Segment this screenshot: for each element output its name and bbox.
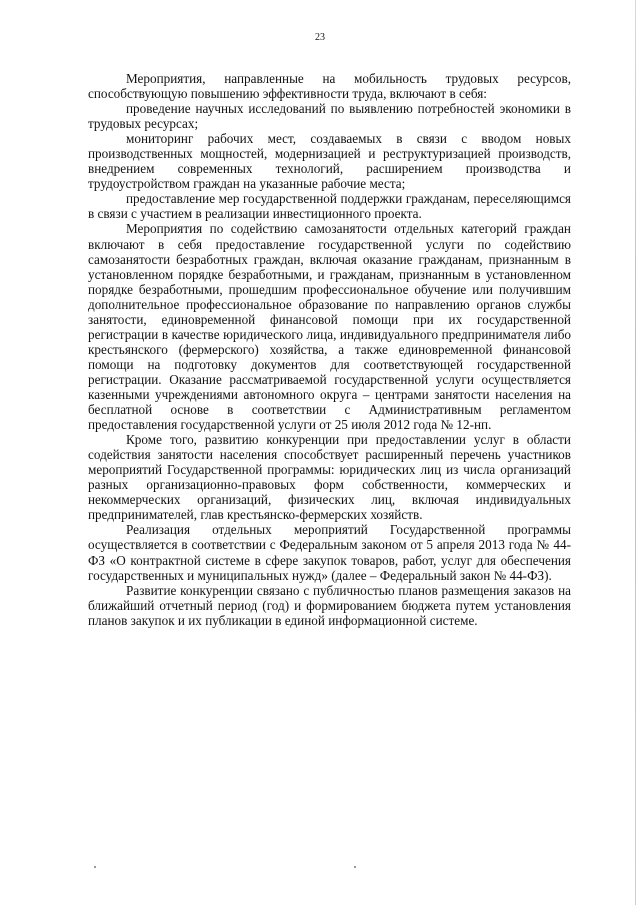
paragraph-labor-mobility-intro: Мероприятия, направленные на мобильность трудовых ресурсов, способствующую повышению эффективности труда, включают в себя:	[88, 71, 571, 102]
scan-edge-line	[635, 0, 636, 905]
paragraph-relocation-support: предоставление мер государственной поддержки гражданам, переселяющимся в связи с участием в реализации инвестиционного проекта.	[88, 191, 571, 222]
paragraph-job-monitoring: мониторинг рабочих мест, создаваемых в связи с вводом новых производственных мощностей, модернизацией и реструктуризацией производств, внедрением современных технологий, расширением производства и трудоустройством граждан на указанные рабочие места;	[88, 131, 571, 192]
paragraph-federal-law-44: Реализация отдельных мероприятий Государственной программы осуществляется в соответствии с Федеральным законом от 5 апреля 2013 года № 44-ФЗ «О контрактной системе в сфере закупок товаров, работ, услуг для обеспечения государственных и муниципальных нужд» (далее – Федеральный закон № 44-ФЗ).	[88, 522, 571, 583]
document-body	[88, 71, 571, 628]
scan-speck	[94, 866, 96, 868]
paragraph-competition-participants: Кроме того, развитию конкуренции при предоставлении услуг в области содействия занятости населения способствует расширенный перечень участников мероприятий Государственной программы: юридических лиц из числа организаций разных организационно-правовых форм собственности, коммерческих и некоммерческих организаций, физических лиц, включая индивидуальных предпринимателей, глав крестьянско-фермерских хозяйств.	[88, 432, 571, 523]
paragraph-research: проведение научных исследований по выявлению потребностей экономики в трудовых ресурсах;	[88, 101, 571, 132]
paragraph-self-employment: Мероприятия по содействию самозанятости отдельных категорий граждан включают в себя предоставление государственной услуги по содействию самозанятости безработных граждан, включая оказание гражданам, признанным в установленном порядке безработными, и гражданам, признанным в установленном порядке безработными, прошедшим профессиональное обучение или получившим дополнительное профессиональное образование по направлению органов службы занятости, единовременной финансовой помощи при их государственной регистрации в качестве юридического лица, индивидуального предпринимателя либо крестьянского (фермерского) хозяйства, а также единовременной финансовой помощи на подготовку документов для соответствующей государственной регистрации. Оказание рассматриваемой государственной услуги осуществляется казенными учреждениями автономного округа – центрами занятости населения на бесплатной основе в соответствии с Административным регламентом предоставления государственной услуги от 25 июля 2012 года № 12-нп.	[88, 221, 571, 433]
paragraph-procurement-plans: Развитие конкуренции связано с публичностью планов размещения заказов на ближайший отчетный период (год) и формированием бюджета путем установления планов закупок и их публикации в единой информационной системе.	[88, 582, 571, 628]
page-number: 23	[315, 32, 325, 43]
scan-speck	[354, 866, 356, 868]
